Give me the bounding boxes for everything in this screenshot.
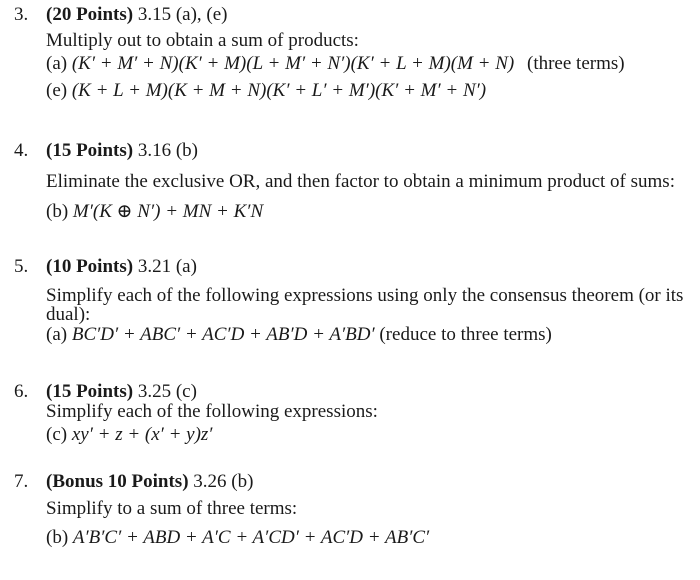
problem-instruction: Simplify each of the following expressions: [46, 401, 378, 422]
problem-instruction: Multiply out to obtain a sum of products: [46, 30, 359, 51]
problem-number: 7. [14, 471, 29, 492]
problem-part-a [46, 53, 625, 76]
part-expression: A′B′C′ + ABD + A′C + A′CD′ + AC′D + AB′C′ [72, 527, 430, 548]
problem-reference: 3.16 (b) [137, 140, 198, 161]
problem-header [46, 4, 228, 27]
problem-number: 5. [14, 256, 29, 277]
part-expression: M′(K ⊕ N′) + MN + K′N [72, 201, 264, 222]
part-label: (b) [46, 201, 69, 222]
problem-part-b [46, 527, 429, 550]
problem-instruction: Simplify each of the following expressions using only the consensus theorem (or its [46, 285, 684, 306]
part-label: (a) [46, 53, 68, 74]
problem-header [46, 140, 198, 163]
problem-reference: 3.21 (a) [137, 256, 197, 277]
problem-points: (10 Points) [46, 256, 134, 277]
problem-reference: 3.15 (a), (e) [137, 4, 228, 25]
problem-part-a [46, 324, 552, 347]
problem-points: (Bonus 10 Points) [46, 471, 189, 492]
problem-part-e [46, 80, 486, 103]
problem-points: (15 Points) [46, 140, 134, 161]
problem-number: 6. [14, 381, 29, 402]
problem-number: 3. [14, 4, 29, 25]
problem-part-c [46, 424, 212, 447]
problem-part-b [46, 201, 263, 224]
part-note: (three terms) [527, 53, 625, 74]
problem-header [46, 256, 197, 279]
part-label: (b) [46, 527, 69, 548]
problem-instruction-continued: dual): [46, 304, 91, 325]
part-label: (a) [46, 324, 68, 345]
problem-reference: 3.26 (b) [193, 471, 254, 492]
part-label: (c) [46, 424, 68, 445]
problem-points: (20 Points) [46, 4, 134, 25]
part-expression: xy′ + z + (x′ + y)z′ [71, 424, 213, 445]
problem-instruction: Simplify to a sum of three terms: [46, 498, 298, 519]
part-expression: (K + L + M)(K + M + N)(K′ + L′ + M′)(K′ + M′ + N′) [71, 80, 487, 101]
problem-instruction: Eliminate the exclusive OR, and then factor to obtain a minimum product of sums: [46, 171, 675, 192]
problem-number: 4. [14, 140, 29, 161]
problem-header [46, 471, 253, 494]
part-expression: BC′D′ + ABC′ + AC′D + AB′D + A′BD′ [71, 324, 375, 345]
part-label: (e) [46, 80, 68, 101]
problem-reference: 3.25 (c) [137, 381, 197, 402]
part-note: (reduce to three terms) [379, 324, 552, 345]
problem-points: (15 Points) [46, 381, 134, 402]
part-expression: (K′ + M′ + N)(K′ + M)(L + M′ + N′)(K′ + L + M)(M + N) [71, 53, 515, 74]
